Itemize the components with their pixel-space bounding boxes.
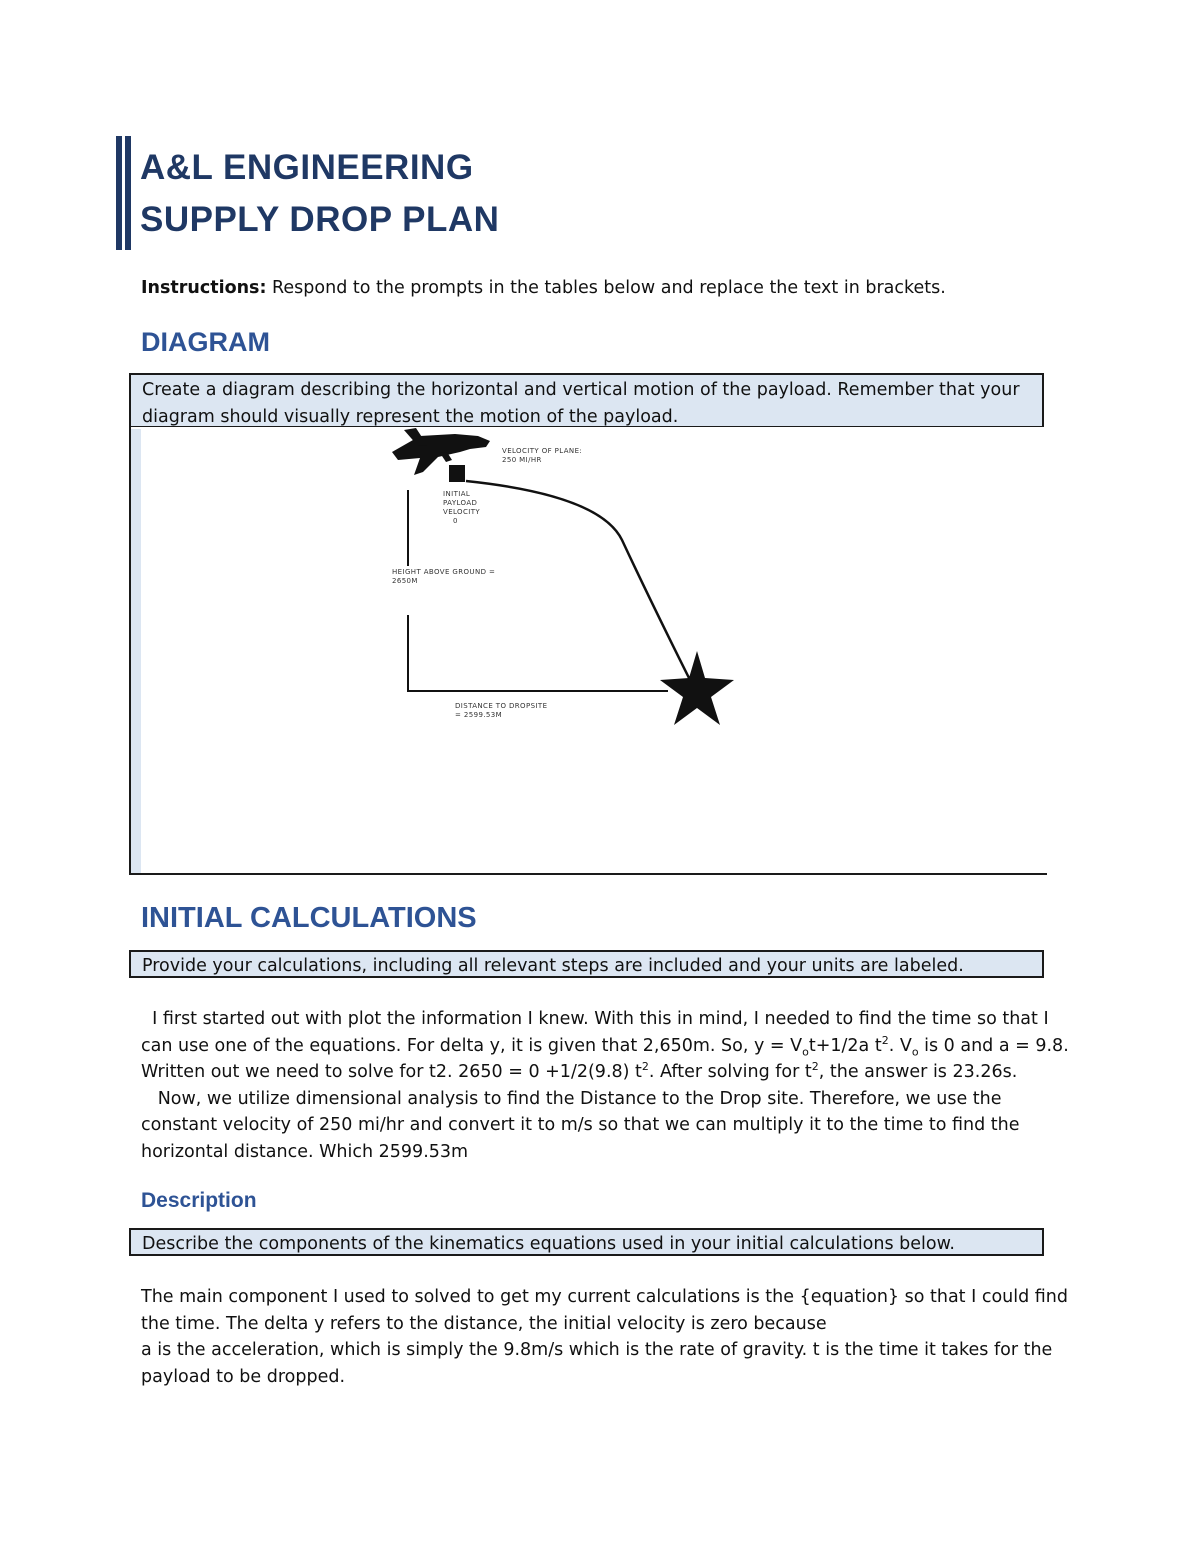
description-line-1: The main component I used to solved to get my current calculations is the {equation} so that I could find: [141, 1287, 1068, 1307]
description-heading: Description: [141, 1189, 257, 1212]
description-prompt: [129, 1228, 1044, 1256]
trajectory-curve: [466, 481, 690, 680]
description-line-4: payload to be dropped.: [141, 1366, 346, 1387]
star-dropsite-icon: [660, 651, 734, 725]
title-line-2: SUPPLY DROP PLAN: [140, 200, 500, 239]
diagram-heading: DIAGRAM: [141, 327, 270, 357]
calc-line-2a: can use one of the equations. For delta y, it is given that 2,650m. So, y = V: [141, 1035, 803, 1056]
calc-line-2-t: t: [808, 1035, 816, 1056]
calc-line-3b: . After solving for t: [648, 1062, 812, 1082]
calc-line-2: [141, 1033, 1069, 1060]
payload-icon: [449, 465, 465, 482]
initial-calculations-prompt-text: Provide your calculations, including all relevant steps are included and your units are labeled.: [142, 956, 964, 976]
label-distance: [455, 702, 547, 720]
description-line-3: a is the acceleration, which is simply the 9.8m/s which is the rate of gravity. t is the time it takes for the: [141, 1340, 1053, 1360]
description-body: [141, 1284, 1068, 1390]
airplane-icon: [392, 428, 490, 475]
initial-calculations-heading: INITIAL CALCULATIONS: [141, 902, 477, 934]
calc-line-2b: +1/2a t: [815, 1035, 882, 1056]
description-line-2: the time. The delta y refers to the distance, the initial velocity is zero because: [141, 1313, 827, 1334]
label-distance-2: = 2599.53M: [455, 711, 503, 719]
initial-calculations-prompt: [129, 950, 1044, 978]
label-plane-velocity: [502, 447, 582, 465]
calc-line-3-sup1: 2: [641, 1060, 649, 1074]
calc-line-3-sup2: 2: [811, 1060, 819, 1074]
initial-calculations-body: [141, 1006, 1069, 1165]
label-initial-4: 0: [453, 517, 458, 525]
diagram-prompt-line-2: diagram should visually represent the motion of the payload.: [142, 406, 679, 427]
calc-line-4: Now, we utilize dimensional analysis to find the Distance to the Drop site. Therefore, we use the: [141, 1088, 1002, 1109]
calc-line-3a: Written out we need to solve for t2. 2650 = 0 +1/2(9.8) t: [141, 1062, 642, 1082]
label-plane-velocity-1: VELOCITY OF PLANE:: [502, 447, 583, 455]
calc-line-2d: is 0 and a = 9.8.: [918, 1035, 1069, 1056]
calc-line-2-sup1: 2: [881, 1033, 889, 1047]
calc-line-3c: , the answer is 23.26s.: [818, 1062, 1018, 1082]
instructions-text: Respond to the prompts in the tables below and replace the text in brackets.: [266, 278, 946, 298]
label-initial-1: INITIAL: [443, 490, 471, 498]
label-initial-3: VELOCITY: [443, 508, 481, 516]
diagram-prompt-line-1: Create a diagram describing the horizontal and vertical motion of the payload. Remember that your: [142, 380, 1020, 400]
calc-line-1: I first started out with plot the information I knew. With this in mind, I needed to find the time so that I: [141, 1009, 1049, 1029]
label-initial-2: PAYLOAD: [443, 499, 478, 507]
calc-line-6: horizontal distance. Which 2599.53m: [141, 1141, 469, 1162]
label-initial-velocity: [443, 490, 480, 526]
calc-line-2-sub2: o: [911, 1045, 919, 1058]
calc-line-5: constant velocity of 250 mi/hr and convert it to m/s so that we can multiply it to the time to find the: [141, 1115, 1020, 1135]
calc-line-2c: . V: [888, 1035, 912, 1056]
label-height-2: 2650M: [392, 577, 418, 585]
instructions-label: Instructions:: [141, 278, 267, 298]
calc-line-2-sub1: o: [802, 1045, 809, 1058]
label-height: [392, 568, 495, 586]
label-distance-1: DISTANCE TO DROPSITE: [455, 702, 548, 710]
calc-line-3: [141, 1059, 1061, 1086]
label-height-1: HEIGHT ABOVE GROUND =: [392, 568, 496, 576]
title-line-1: A&L ENGINEERING: [140, 148, 474, 187]
description-prompt-text: Describe the components of the kinematics equations used in your initial calculations below.: [142, 1234, 955, 1254]
label-plane-velocity-2: 250 MI/HR: [502, 456, 542, 464]
